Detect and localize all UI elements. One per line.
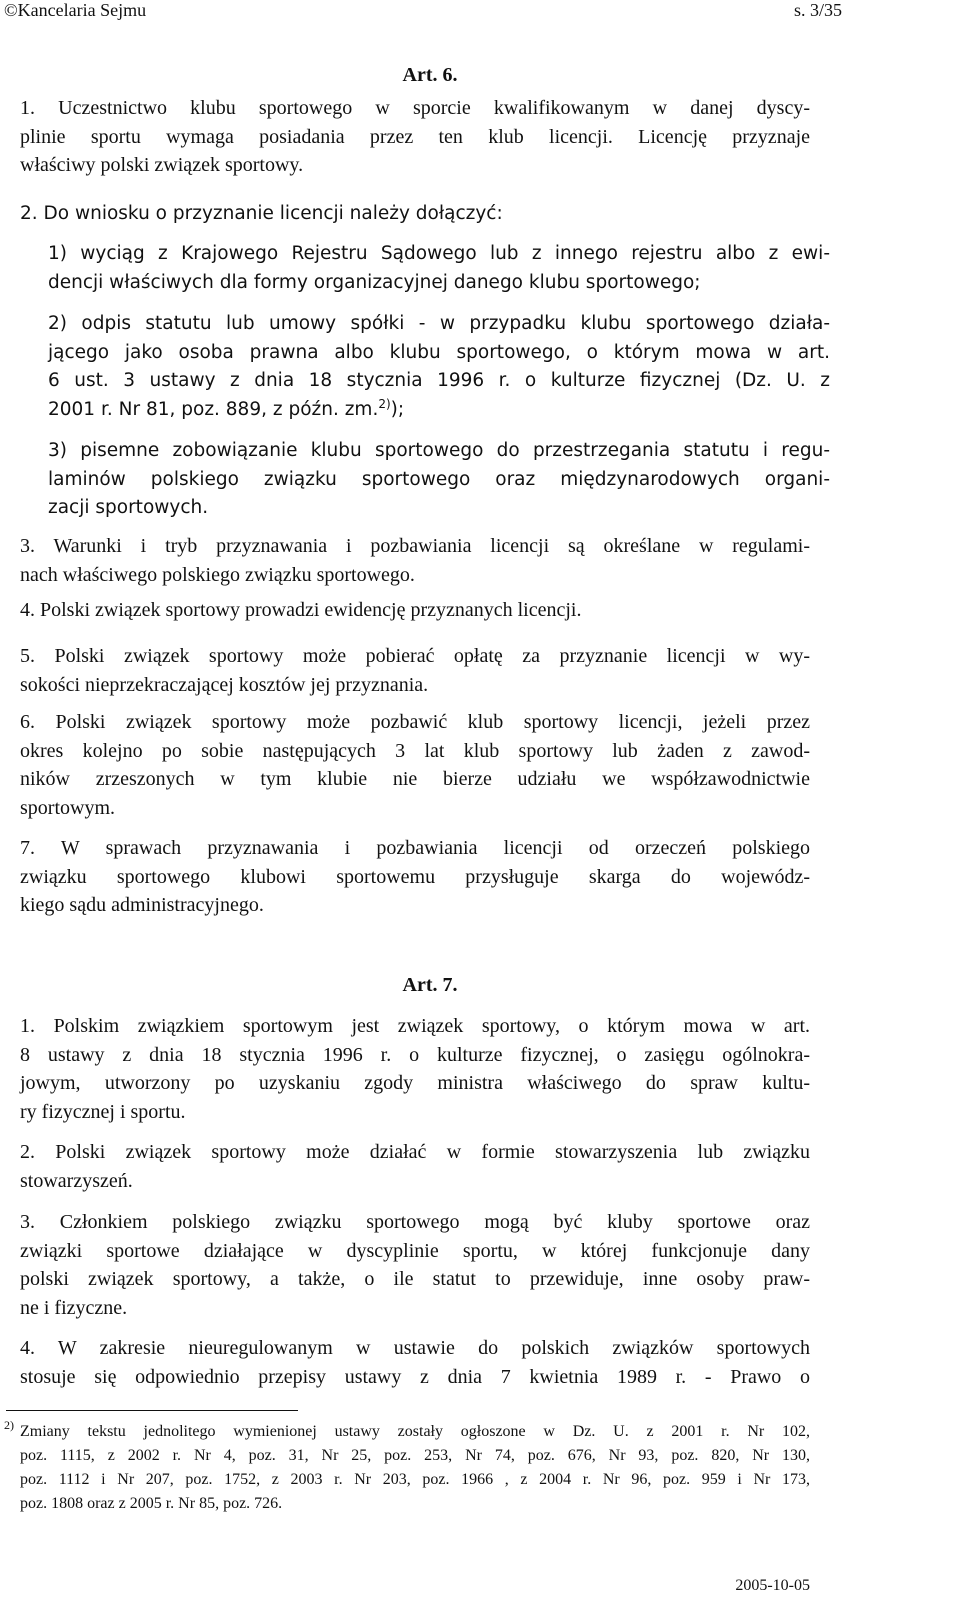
text-line: ników zrzeszonych w tym klubie nie bierze udziału we współzawodnictwie — [20, 768, 810, 790]
art6-paragraph-7 — [20, 834, 810, 920]
text-line: 2. Polski związek sportowy może działać w formie stowarzyszenia lub związku — [20, 1141, 810, 1163]
art7-paragraph-3 — [20, 1208, 810, 1322]
text-line: zacji sportowych. — [48, 497, 209, 518]
text-line: stowarzyszeń. — [20, 1169, 133, 1192]
text-line: 6 ust. 3 ustawy z dnia 18 stycznia 1996 r. o kulturze fizycznej (Dz. U. z — [48, 370, 830, 391]
art6-paragraph-1 — [20, 94, 810, 180]
footnote-mark: 2) — [4, 1418, 14, 1432]
text-line: sokości nieprzekraczającej kosztów jej przyznania. — [20, 673, 429, 696]
art6-paragraph-5 — [20, 642, 810, 699]
footnote-separator — [6, 1410, 298, 1411]
footnote-ref: 2) — [378, 396, 391, 411]
text-line: poz. 1808 oraz z 2005 r. Nr 85, poz. 726. — [20, 1495, 283, 1512]
text-line: związku sportowego klubowi sportowemu przysługuje skarga do wojewódz- — [20, 865, 810, 888]
art6-paragraph-3 — [20, 532, 810, 589]
text-line: 8 ustawy z dnia 18 stycznia 1996 r. o kulturze fizycznej, o zasięgu ogólnokra- — [20, 1043, 810, 1066]
text-line: 4. W zakresie nieuregulowanym w ustawie do polskich związków sportowych — [20, 1337, 810, 1359]
art6-item-1 — [48, 240, 830, 297]
text-line: sportowym. — [20, 796, 115, 819]
text-line: 2) odpis statutu lub umowy spółki - w przypadku klubu sportowego działa- — [48, 313, 830, 334]
article-7-title: Art. 7. — [402, 974, 458, 996]
text-line: 3. Członkiem polskiego związku sportowego mogą być kluby sportowe oraz — [20, 1211, 810, 1233]
text-line: plinie sportu wymaga posiadania przez ten klub licencji. Licencję przyznaje — [20, 125, 810, 148]
art7-paragraph-1 — [20, 1012, 810, 1126]
text-line: polski związek sportowy, a także, o ile statut to przewiduje, inne osoby praw- — [20, 1268, 810, 1290]
art6-item-2 — [48, 310, 830, 424]
text-line: jowym, utworzony po uzyskaniu zgody ministra właściwego do spraw kultu- — [20, 1072, 810, 1094]
footnote-text — [20, 1420, 810, 1516]
art6-paragraph-2 — [20, 200, 810, 229]
text-line: laminów polskiego związku sportowego oraz międzynarodowych organi- — [48, 468, 830, 490]
footer-date: 2005-10-05 — [735, 1577, 810, 1594]
text-line: dencji właściwych dla formy organizacyjnej danego klubu sportowego; — [48, 271, 701, 293]
art6-item-3 — [48, 437, 830, 523]
text-line: poz. 1112 i Nr 207, poz. 1752, z 2003 r. Nr 203, poz. 1966 , z 2004 r. Nr 96, poz. 959 i Nr 173, — [20, 1471, 810, 1488]
text-line: 1. Uczestnictwo klubu sportowego w sporcie kwalifikowanym w danej dyscy- — [20, 97, 810, 119]
text-fragment: 2001 r. Nr 81, poz. 889, z późn. zm. — [48, 398, 379, 420]
text-line: właściwy polski związek sportowy. — [20, 154, 304, 176]
header-publisher: ©Kancelaria Sejmu — [4, 0, 147, 20]
header-page-number: s. 3/35 — [793, 0, 842, 20]
text-line — [48, 396, 830, 425]
text-line: 1. Polskim związkiem sportowym jest związek sportowy, o którym mowa w art. — [20, 1015, 810, 1037]
text-line: poz. 1115, z 2002 r. Nr 4, poz. 31, Nr 25, poz. 253, Nr 74, poz. 676, Nr 93, poz. 820, Nr 130, — [20, 1447, 810, 1464]
text-line: 5. Polski związek sportowy może pobierać opłatę za przyznanie licencji w wy- — [20, 645, 810, 667]
text-line: ry fizycznej i sportu. — [20, 1100, 186, 1123]
text-line: 2. Do wniosku o przyznanie licencji należy dołączyć: — [20, 203, 503, 224]
art7-paragraph-2 — [20, 1138, 810, 1195]
text-line: stosuje się odpowiednio przepisy ustawy z dnia 7 kwietnia 1989 r. - Prawo o — [20, 1365, 810, 1388]
art6-paragraph-6 — [20, 708, 810, 822]
text-line: jącego jako osoba prawna albo klubu sportowego, o którym mowa w art. — [48, 341, 830, 363]
text-line: okres kolejno po sobie następujących 3 lat klub sportowy lub żaden z zawod- — [20, 739, 810, 762]
art7-paragraph-4 — [20, 1334, 810, 1391]
text-line: 7. W sprawach przyznawania i pozbawiania licencji od orzeczeń polskiego — [20, 837, 810, 859]
text-line: 3) pisemne zobowiązanie klubu sportowego do przestrzegania statutu i regu- — [48, 440, 830, 461]
art6-paragraph-4 — [20, 596, 810, 625]
text-fragment: ); — [390, 398, 405, 420]
text-line: 3. Warunki i tryb przyznawania i pozbawiania licencji są określane w regulami- — [20, 535, 810, 557]
text-line: 6. Polski związek sportowy może pozbawić klub sportowy licencji, jeżeli przez — [20, 711, 810, 733]
text-line: ne i fizyczne. — [20, 1296, 128, 1319]
text-line: kiego sądu administracyjnego. — [20, 894, 264, 916]
text-line: związki sportowe działające w dyscyplinie sportu, w której funkcjonuje dany — [20, 1239, 810, 1262]
text-line: 4. Polski związek sportowy prowadzi ewidencję przyznanych licencji. — [20, 599, 582, 621]
text-line: nach właściwego polskiego związku sportowego. — [20, 563, 415, 586]
article-6-title: Art. 6. — [402, 64, 458, 86]
text-line: 1) wyciąg z Krajowego Rejestru Sądowego lub z innego rejestru albo z ewi- — [48, 243, 830, 264]
text-line: Zmiany tekstu jednolitego wymienionej ustawy zostały ogłoszone w Dz. U. z 2001 r. Nr 102, — [20, 1423, 810, 1440]
